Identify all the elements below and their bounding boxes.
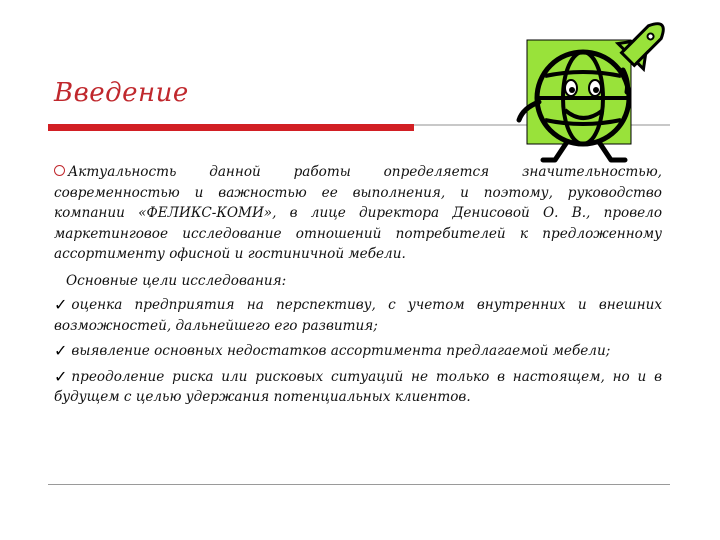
checkmark-icon: ✓ — [54, 295, 68, 314]
intro-paragraph — [54, 162, 662, 265]
goal-item — [54, 341, 662, 362]
goal-text: оценка предприятия на перспективу, с учетом внутренних и внешних возможностей, дальнейшего его развития; — [54, 297, 662, 334]
circle-bullet-icon — [54, 165, 65, 176]
checkmark-icon: ✓ — [54, 341, 68, 360]
goals-heading: Основные цели исследования: — [66, 272, 287, 289]
slide-title: Введение — [54, 78, 189, 108]
footer-divider-line — [48, 484, 670, 485]
goal-text: выявление основных недостатков ассортимента предлагаемой мебели; — [71, 343, 611, 359]
checkmark-icon: ✓ — [54, 366, 68, 386]
title-accent-bar — [48, 124, 414, 131]
goal-text: преодоление риска или рисковых ситуаций не только в настоящем, но и в будущем с целью удержания потенциальных клиентов. — [54, 368, 662, 405]
goal-item — [54, 367, 662, 408]
intro-text: Актуальность данной работы определяется значительностью, современностью и важностью ее выполнения, и поэтому, руководство компании «ФЕЛИКС-КОМИ», в лице директора Денисовой О. В., провело маркетинговое исследование отношений потребителей к предложенному ассортименту офисной и гостиничной мебели. — [54, 164, 662, 262]
globe-rocket-mascot-icon — [505, 12, 675, 172]
slide-body — [54, 162, 662, 413]
goal-item — [54, 295, 662, 336]
